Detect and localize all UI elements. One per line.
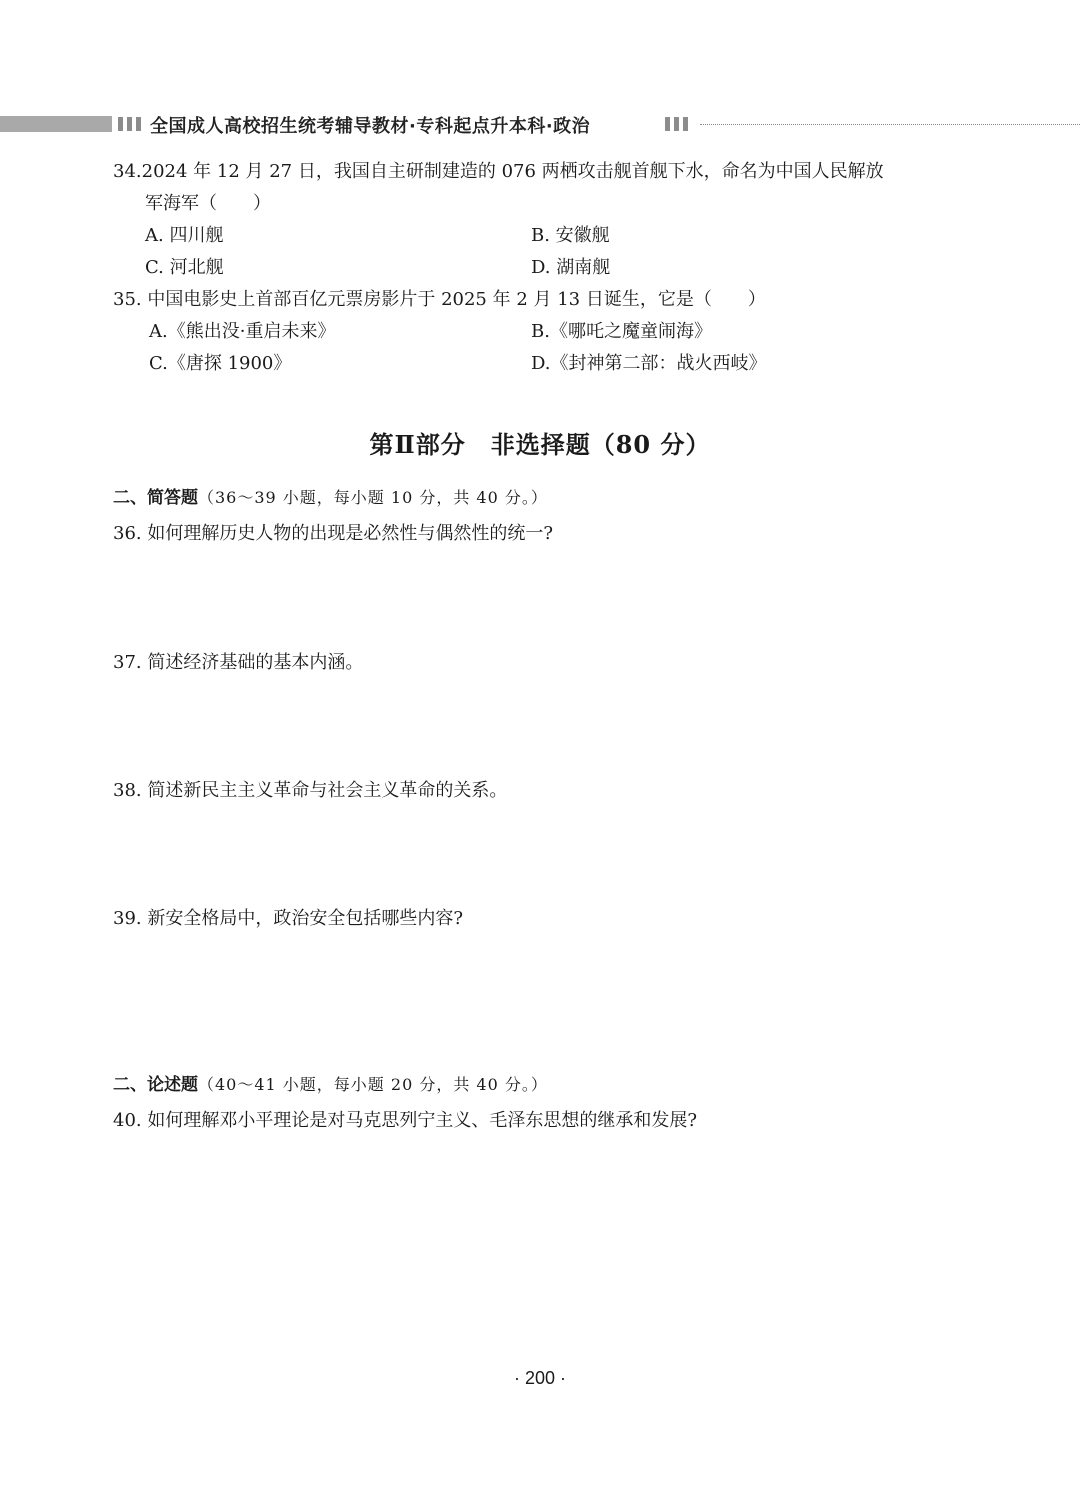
header-right-ticks <box>665 117 688 131</box>
part-2-title: 第Ⅱ部分 非选择题（80 分） <box>369 430 711 459</box>
question-40: 40. 如何理解邓小平理论是对马克思列宁主义、毛泽东思想的继承和发展? <box>113 1110 697 1131</box>
q35-option-d: D.《封神第二部：战火西岐》 <box>531 353 767 374</box>
question-36: 36. 如何理解历史人物的出现是必然性与偶然性的统一? <box>113 523 553 544</box>
q35-option-b: B.《哪吒之魔童闹海》 <box>531 321 712 342</box>
section-essay-note: （40～41 小题，每小题 20 分，共 40 分。） <box>198 1075 548 1094</box>
page-number: · 200 · <box>513 1368 567 1388</box>
question-38: 38. 简述新民主主义革命与社会主义革命的关系。 <box>113 780 508 801</box>
q35-option-c: C.《唐探 1900》 <box>149 353 292 374</box>
header-dotted-rule <box>700 124 1080 125</box>
section-short-label: 二、简答题 <box>113 488 198 508</box>
header-title: 全国成人高校招生统考辅导教材·专科起点升本科·政治 <box>150 116 591 137</box>
question-39: 39. 新安全格局中，政治安全包括哪些内容? <box>113 908 463 929</box>
question-37: 37. 简述经济基础的基本内涵。 <box>113 652 364 673</box>
q35-option-a: A.《熊出没·重启未来》 <box>149 321 336 342</box>
question-35: 35. 中国电影史上首部百亿元票房影片于 2025 年 2 月 13 日诞生，它是（ ） <box>113 289 766 310</box>
header-gray-bar <box>0 116 112 132</box>
q34-option-b: B. 安徽舰 <box>531 225 610 246</box>
q34-option-a: A. 四川舰 <box>145 225 224 246</box>
section-essay-label: 二、论述题 <box>113 1075 198 1095</box>
q34-option-c: C. 河北舰 <box>145 257 224 278</box>
q34-option-d: D. 湖南舰 <box>531 257 611 278</box>
section-essay-heading <box>113 1070 548 1095</box>
header-left-ticks <box>118 117 141 131</box>
running-header <box>0 113 1080 135</box>
section-short-note: （36～39 小题，每小题 10 分，共 40 分。） <box>198 488 548 507</box>
question-34-line2: 军海军（ ） <box>145 193 271 214</box>
question-34-line1: 34.2024 年 12 月 27 日，我国自主研制建造的 076 两栖攻击舰首舰下水，命名为中国人民解放 <box>113 161 884 182</box>
section-short-answer-heading <box>113 483 548 508</box>
